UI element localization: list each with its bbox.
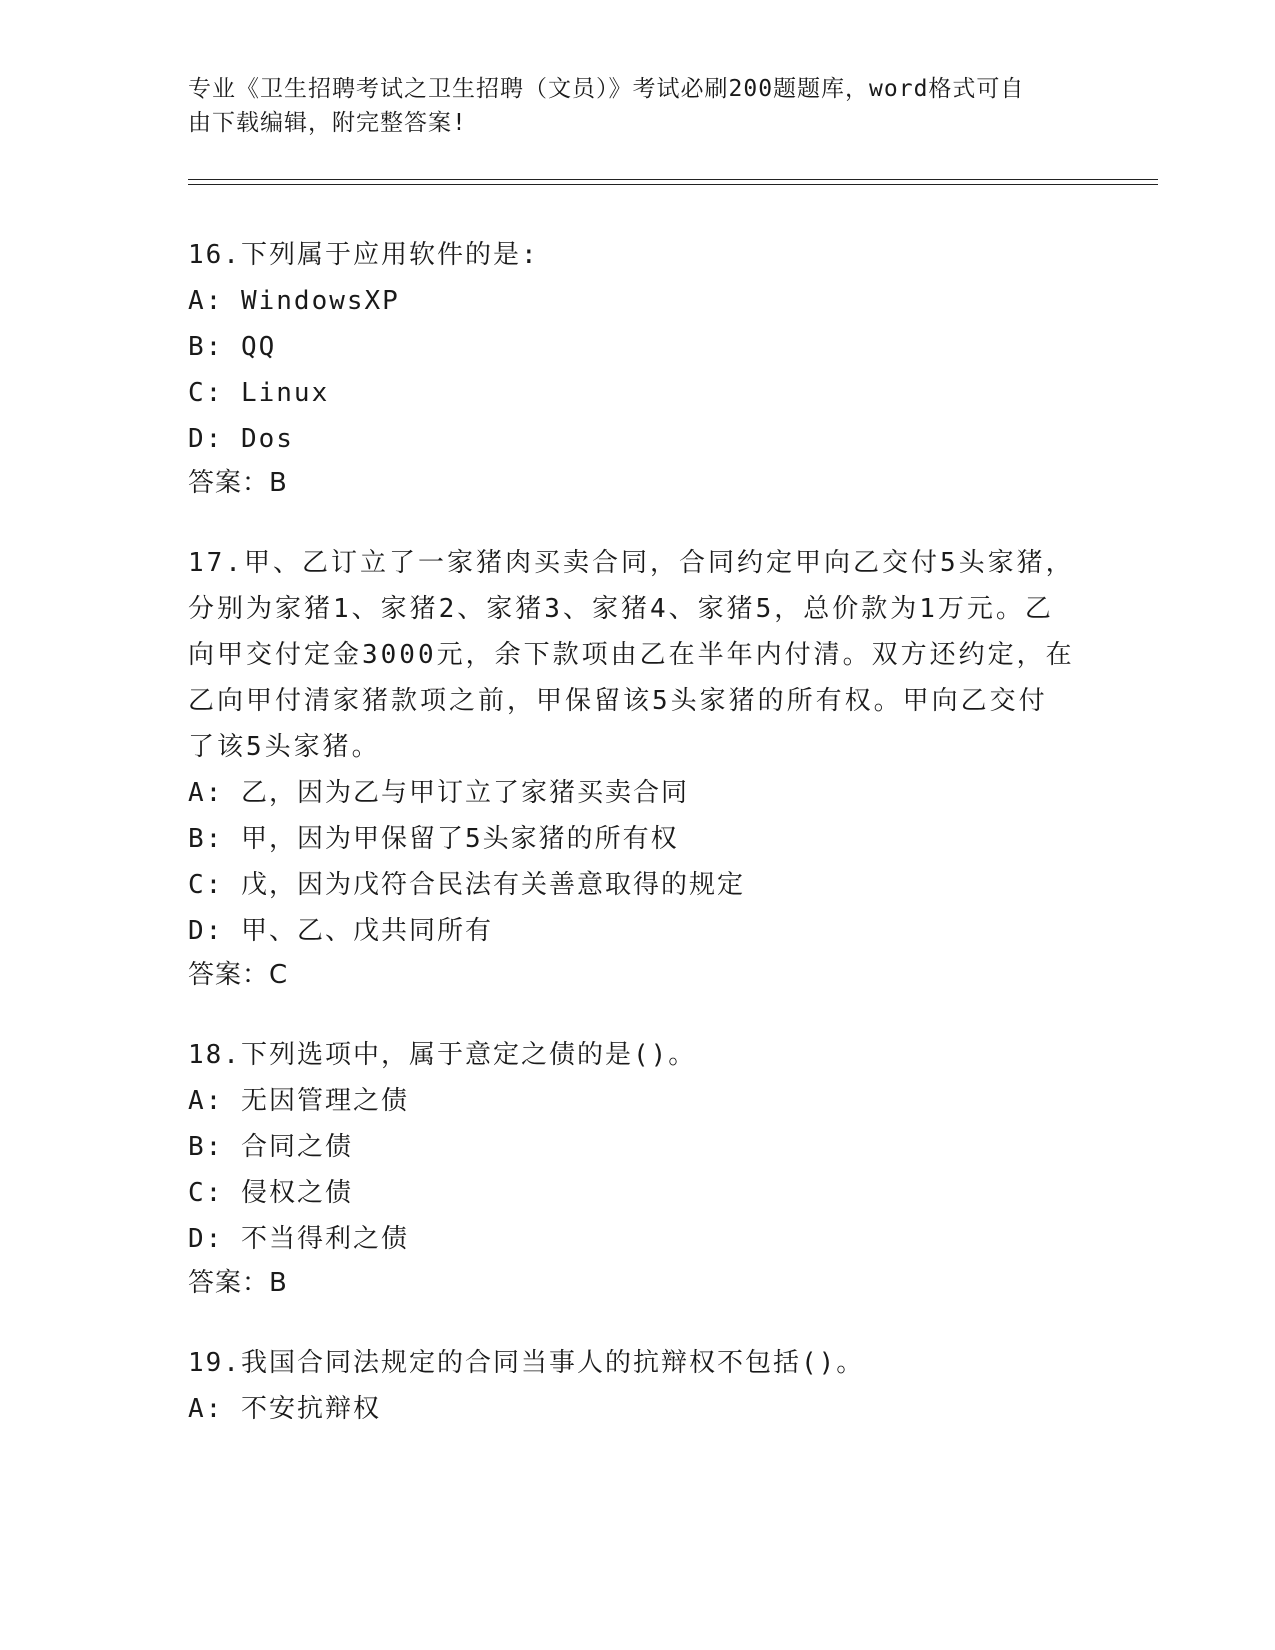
option-d: D: 不当得利之债 [188, 1224, 409, 1254]
option-a: A: 不安抗辩权 [188, 1394, 381, 1424]
option-c: C: 侵权之债 [188, 1178, 353, 1208]
question-list [188, 232, 1088, 1468]
question-stem: 18.下列选项中，属于意定之债的是()。 [188, 1040, 697, 1070]
option-c: C: Linux [188, 378, 330, 408]
answer-label: 答案：B [188, 1268, 288, 1298]
question-stem-line: 了该5头家猪。 [188, 732, 381, 762]
question-19 [188, 1340, 1088, 1432]
option-c: C: 戊，因为戊符合民法有关善意取得的规定 [188, 870, 745, 900]
question-18 [188, 1032, 1088, 1304]
question-stem-line: 17.甲、乙订立了一家猪肉买卖合同，合同约定甲向乙交付5头家猪， [188, 548, 1075, 578]
option-a: A: 无因管理之债 [188, 1086, 409, 1116]
question-stem: 16.下列属于应用软件的是: [188, 240, 539, 270]
question-stem-line: 分别为家猪1、家猪2、家猪3、家猪4、家猪5，总价款为1万元。乙 [188, 594, 1054, 624]
option-b: B: QQ [188, 332, 277, 362]
option-d: D: Dos [188, 424, 294, 454]
question-16 [188, 232, 1088, 504]
option-a: A: WindowsXP [188, 286, 400, 316]
document-header [188, 72, 1068, 140]
header-line-2: 由下载编辑，附完整答案! [188, 110, 467, 136]
answer-label: 答案：C [188, 960, 289, 990]
header-divider-top [188, 179, 1158, 180]
header-line-1: 专业《卫生招聘考试之卫生招聘（文员）》考试必刷200题题库，word格式可自 [188, 76, 1025, 102]
question-17 [188, 540, 1088, 996]
question-stem: 19.我国合同法规定的合同当事人的抗辩权不包括()。 [188, 1348, 865, 1378]
question-stem-line: 乙向甲付清家猪款项之前，甲保留该5头家猪的所有权。甲向乙交付 [188, 686, 1048, 716]
option-b: B: 甲，因为甲保留了5头家猪的所有权 [188, 824, 679, 854]
option-a: A: 乙，因为乙与甲订立了家猪买卖合同 [188, 778, 689, 808]
header-divider-bottom [188, 184, 1158, 185]
answer-label: 答案：B [188, 468, 288, 498]
question-stem-line: 向甲交付定金3000元，余下款项由乙在半年内付清。双方还约定，在 [188, 640, 1075, 670]
option-b: B: 合同之债 [188, 1132, 353, 1162]
option-d: D: 甲、乙、戊共同所有 [188, 916, 493, 946]
